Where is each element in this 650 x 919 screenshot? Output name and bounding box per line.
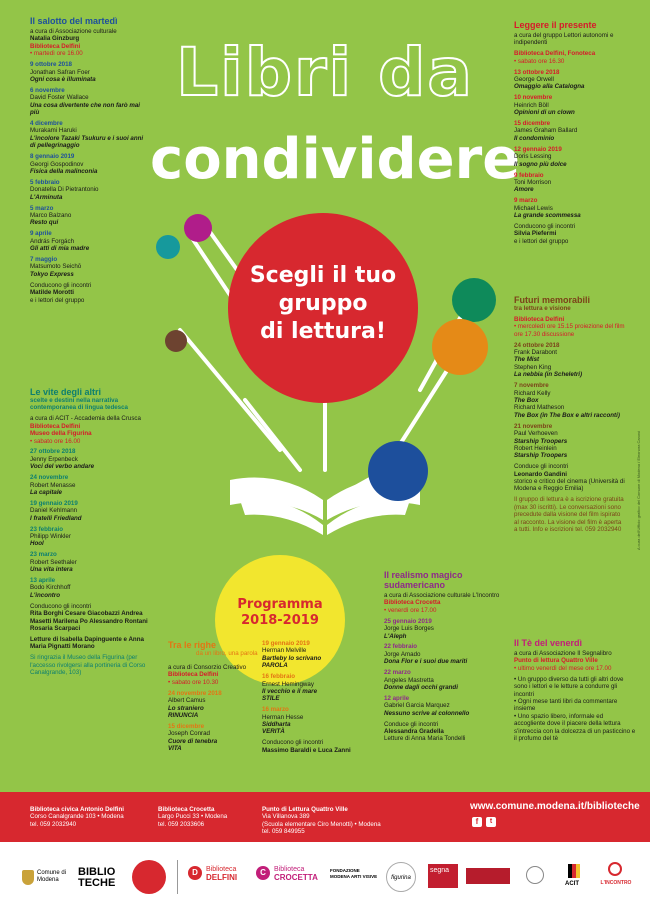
entry-date: 5 febbraio — [30, 178, 60, 186]
entry-book: Gli atti di mia madre — [30, 245, 90, 253]
entry-date: 15 dicembre — [514, 120, 551, 128]
biblioteche-line1: BIBLIO — [78, 866, 116, 878]
salotto-place: Biblioteca Delfini — [30, 42, 81, 50]
darkgreen-circle — [452, 278, 496, 322]
entry-date: 27 ottobre 2018 — [30, 448, 76, 456]
vite-entry — [30, 448, 155, 470]
entry-book: Voci del verbo andare — [30, 463, 95, 471]
entry-book: Tokyo Express — [30, 270, 74, 278]
salotto-intro: a cura di Associazione culturale — [30, 28, 117, 35]
te-section — [514, 638, 636, 742]
entry-date: 5 marzo — [30, 204, 54, 212]
universita-logo — [466, 868, 510, 884]
orange-circle — [432, 319, 488, 375]
logos-strip — [0, 842, 650, 919]
programma-line-1: Programma — [237, 597, 323, 612]
leggere-conduce-rest: e i lettori del gruppo — [514, 237, 569, 245]
entry-date: 25 gennaio 2019 — [384, 617, 432, 625]
leggere-intro: a cura del gruppo Lettori autonomi e indipendenti — [514, 32, 614, 47]
entry-book: Il condominio — [514, 134, 555, 142]
entry-book: Una cosa divertente che non farò mai più — [30, 101, 141, 117]
figurina-logo — [386, 862, 416, 892]
center-line-2: gruppo — [278, 291, 368, 316]
salotto-conduce-names: Matilde Morotti — [30, 289, 74, 297]
entry-author: Philipp Winkler — [30, 533, 71, 540]
entry-book: Lo straniero — [168, 704, 204, 712]
leggere-place: Biblioteca Delfini, Fonoteca — [514, 50, 596, 58]
lincontro-label: L'INCONTRO — [600, 880, 632, 886]
entry-date: 24 novembre 2018 — [168, 689, 222, 697]
futuri-conduce-names: Leonardo Gandini — [514, 470, 567, 478]
leggere-section — [514, 20, 629, 245]
entry-book: La grande scommessa — [514, 212, 581, 220]
te-heading: Il Tè del venerdì — [514, 638, 583, 648]
salotto-heading: Il salotto del martedì — [30, 16, 118, 26]
fondazione-logo: FONDAZIONE MODENA ARTI VISIVE — [330, 868, 378, 879]
entry-book: Dona Flor e i suoi due mariti — [384, 658, 468, 666]
programma-line-2: 2018-2019 — [241, 613, 319, 628]
entry-book: L'incolore Tazaki Tsukuru e i suoi anni di pellegrinaggio — [30, 134, 144, 150]
vite-conduce-names: Rita Borghi Cesare Giacobazzi Andrea Masetti Marilena Po Alessandro Rontani Rosaria Scarpaci — [30, 610, 148, 632]
entry-author: Albert Camus — [168, 697, 206, 705]
entry-date: 16 marzo — [262, 706, 289, 714]
crocetta-label2: CROCETTA — [274, 873, 318, 882]
futuri-entry — [514, 342, 626, 379]
entry-book: The Mist — [514, 356, 540, 364]
facebook-icon[interactable]: f — [472, 817, 482, 827]
entry-date: 9 aprile — [30, 230, 52, 238]
center-line-3: di lettura! — [260, 319, 386, 344]
footer-address: Via Villanova 389 — [262, 813, 310, 821]
footer-address: Largo Pucci 33 • Modena — [158, 813, 228, 821]
brown-circle — [165, 330, 187, 352]
vite-entry — [30, 500, 155, 522]
futuri-when: • mercoledì ore 15.15 proiezione del film ore 17.30 discussione — [514, 323, 625, 338]
te-bullet: • Uno spazio libero, informale ed accogliente dove il piacere della lettura s'intreccia con la dolcezza di un pasticcino e il profumo del tè — [514, 712, 636, 742]
entry-book: Il vecchio e il mare — [262, 687, 318, 695]
leggere-entry — [514, 120, 629, 142]
purple-circle — [184, 214, 212, 242]
twitter-icon[interactable]: t — [486, 817, 496, 827]
leggere-entry — [514, 172, 629, 194]
entry-author: Jorge Amado — [384, 650, 421, 658]
entry-author: Doris Lessing — [514, 153, 552, 161]
realismo-when: • venerdì ore 17.00 — [384, 606, 437, 614]
teal-circle — [156, 235, 180, 259]
entry-author: Robert Seethaler — [30, 558, 77, 566]
entry-date: 21 novembre — [514, 422, 553, 430]
leggere-heading: Leggere il presente — [514, 20, 597, 30]
realismo-place: Biblioteca Crocetta — [384, 599, 441, 607]
vite-intro: a cura di ACIT - Accademia della Crusca — [30, 415, 141, 423]
leggere-entry — [514, 146, 629, 168]
entry-author: Matsumoto Seichō — [30, 263, 82, 271]
entry-author: Stephen King — [514, 363, 552, 371]
futuri-entry — [514, 382, 626, 419]
righe-entry — [262, 640, 372, 670]
entry-word: VITA — [168, 745, 182, 753]
delfini-label2: DELFINI — [206, 873, 238, 882]
entry-book: L'Arminuta — [30, 193, 63, 201]
righe-entry — [262, 706, 372, 736]
salotto-entry — [30, 230, 150, 252]
title-line-2: condividere — [150, 127, 521, 192]
entry-book: I fratelli Friedland — [30, 514, 82, 522]
entry-book: The Box (in The Box e altri racconti) — [514, 411, 620, 419]
credit: A cura dell'Ufficio grafico del Comune di Modena / Eleonora Canovi — [636, 431, 641, 550]
entry-date: 23 marzo — [30, 551, 57, 559]
delfini-icon: D — [188, 866, 202, 880]
righe-left — [168, 664, 260, 756]
vite-heading: Le vite degli altri — [30, 387, 102, 397]
te-bullet: • Ogni mese tanti libri da commentare insieme — [514, 697, 618, 713]
entry-date: 4 dicembre — [30, 119, 63, 127]
biblioteche-line2: TECHE — [78, 877, 116, 889]
leggere-entry — [514, 69, 629, 91]
entry-word: STILE — [262, 695, 280, 703]
crocetta-label1: Biblioteca — [274, 866, 305, 873]
salotto-section — [30, 16, 150, 304]
divider — [177, 860, 178, 894]
acit-label: ACIT — [565, 881, 579, 887]
entry-author: András Forgách — [30, 237, 75, 245]
footer-address: (Scuola elementare Ciro Menotti) • Modena — [262, 820, 381, 828]
entry-author: Herman Hesse — [262, 713, 304, 721]
leggere-entry — [514, 94, 629, 116]
realismo-entry — [384, 695, 509, 717]
righe-entry — [168, 723, 260, 753]
salotto-entry — [30, 179, 150, 201]
entry-author: Heinrich Böll — [514, 101, 549, 109]
salotto-entry — [30, 61, 150, 83]
vite-entry — [30, 526, 155, 548]
entry-date: 9 marzo — [514, 197, 538, 205]
vite-place-1: Biblioteca Delfini — [30, 422, 81, 430]
righe-when: • sabato ore 10.30 — [168, 678, 219, 686]
entry-date: 7 maggio — [30, 255, 58, 263]
entry-book: Starship Troopers — [514, 437, 568, 445]
programma-label — [215, 597, 345, 629]
entry-author: Daniel Kehlmann — [30, 507, 78, 515]
entry-date: 24 novembre — [30, 474, 69, 482]
entry-author: Jorge Luis Borges — [384, 625, 434, 633]
vite-subheading: scelte e destini nella narrativa contemporanea di lingua tedesca — [30, 397, 128, 412]
entry-date: 12 gennaio 2019 — [514, 145, 562, 153]
entry-date: 6 novembre — [30, 86, 65, 94]
entry-book: Siddharta — [262, 721, 291, 729]
leggere-when: • sabato ore 16.30 — [514, 57, 565, 65]
entry-book: L'incontro — [30, 591, 60, 599]
entry-author: Richard Kelly — [514, 389, 551, 397]
entry-date: 9 ottobre 2018 — [30, 61, 72, 69]
futuri-conduce-rest: storico e critico del cinema (Università di Modena e Reggio Emilia) — [514, 478, 625, 493]
entry-date: 22 marzo — [384, 669, 411, 677]
entry-author: Marco Balzano — [30, 211, 72, 219]
entry-author: Richard Matheson — [514, 404, 565, 412]
biblioteche-logo — [78, 867, 115, 889]
gruppi-lettura-logo — [132, 860, 166, 894]
entry-book: Opinioni di un clown — [514, 109, 575, 117]
entry-book: The Box — [514, 396, 539, 404]
footer-name: Biblioteca Crocetta — [158, 806, 215, 813]
entry-author: Toni Morrison — [514, 178, 552, 186]
vite-place-2: Museo della Figurina — [30, 430, 92, 438]
salotto-entries — [30, 61, 150, 278]
figurina-label: figurina — [391, 875, 411, 881]
righe-conduce-names: Massimo Baraldi e Luca Zanni — [262, 746, 351, 754]
segna-label: segna — [430, 867, 450, 874]
entry-author: Murakami Haruki — [30, 127, 77, 135]
vite-entry — [30, 551, 155, 573]
entry-book: Starship Troopers — [514, 452, 568, 460]
righe-conduce: Conducono gli incontri — [262, 739, 324, 747]
entry-author: George Orwell — [514, 76, 554, 84]
te-bullet: • Un gruppo diverso da tutti gli altri dove sono i lettori e le letture a condurre gli incontri — [514, 675, 624, 698]
acit-mark-icon — [568, 864, 580, 878]
entry-book: L'Aleph — [384, 632, 407, 640]
footer-phone: tel. 059 2033606 — [158, 820, 205, 828]
salotto-conduce-rest: e i lettori del gruppo — [30, 296, 85, 304]
entry-author: Herman Melville — [262, 647, 307, 655]
futuri-place: Biblioteca Delfini — [514, 315, 565, 323]
entry-date: 7 novembre — [514, 382, 549, 390]
footer-phone: tel. 059 849955 — [262, 828, 305, 836]
futuri-conduce: Conduce gli incontri — [514, 463, 569, 471]
entry-author: Georgi Gospodinov — [30, 160, 84, 168]
realismo-entry — [384, 643, 509, 665]
vite-letture: Letture di Isabella Dapinguente e Anna Maria Pignatti Morano — [30, 635, 144, 651]
footer-name: Biblioteca civica Antonio Delfini — [30, 806, 124, 813]
entry-book: Bartleby lo scrivano — [262, 654, 322, 662]
footer-address: Corso Canalgrande 103 • Modena — [30, 813, 124, 821]
leggere-conduce: Conducono gli incontri — [514, 222, 576, 230]
entry-date: 13 aprile — [30, 577, 56, 585]
realismo-intro: a cura di Associazione culturale L'Incontro — [384, 592, 500, 599]
comune-crest-icon — [22, 870, 34, 885]
realismo-conduce: Conduce gli incontri — [384, 720, 439, 728]
vite-conduce: Conducono gli incontri — [30, 602, 92, 610]
vite-thanks: Si ringrazia il Museo della Figurina (per l'accesso rivolgersi alla portineria di Corso Canalgrande, 103) — [30, 654, 146, 676]
vite-section — [30, 387, 155, 676]
comune-label: Comune di Modena — [37, 870, 67, 883]
entry-date: 12 aprile — [384, 694, 410, 702]
entry-author: Paul Verhoeven — [514, 430, 558, 438]
entry-book: Resto qui — [30, 219, 59, 227]
entry-date: 13 ottobre 2018 — [514, 68, 560, 76]
entry-author: Angeles Mastretta — [384, 676, 434, 684]
entry-author: Ernest Hemingway — [262, 680, 314, 688]
salotto-entry — [30, 120, 150, 150]
blue-circle — [368, 441, 428, 501]
leggere-entry — [514, 197, 629, 219]
te-when: • ultimo venerdì del mese ore 17.00 — [514, 664, 612, 672]
footer-name: Punto di Lettura Quattro Ville — [262, 806, 348, 813]
entry-date: 24 ottobre 2018 — [514, 341, 560, 349]
lincontro-mark-icon — [608, 862, 622, 876]
entry-author: Robert Heinlein — [514, 444, 557, 452]
salotto-when: • martedì ore 16.00 — [30, 50, 83, 58]
footer-quattroville — [262, 806, 381, 836]
righe-entry — [262, 673, 372, 703]
entry-date: 15 dicembre — [168, 722, 205, 730]
entry-book: Omaggio alla Catalogna — [514, 83, 585, 91]
entry-book: La nebbia (in Scheletri) — [514, 371, 583, 379]
entry-author: Gabriel Garcia Marquez — [384, 702, 450, 710]
salotto-entry — [30, 205, 150, 227]
title-line-1: Libri da — [176, 34, 474, 111]
righe-subheading: da un libro, una parola — [196, 650, 258, 657]
realismo-heading: Il realismo magico sudamericano — [384, 570, 463, 590]
entry-book: Ogni cosa è illuminata — [30, 75, 96, 83]
entry-author: Jonathan Safran Foer — [30, 68, 90, 76]
entry-author: Joseph Conrad — [168, 730, 210, 738]
salotto-intro-name: Natalia Ginzburg — [30, 35, 80, 43]
vite-entry — [30, 474, 155, 496]
righe-intro: a cura di Consorzio Creativo — [168, 664, 247, 671]
footer-crocetta — [158, 806, 227, 828]
entry-book: Donne dagli occhi grandi — [384, 683, 458, 691]
entry-book: Cuore di tenebra — [168, 737, 218, 745]
futuri-info: Il gruppo di lettura è a iscrizione gratuita (max 30 iscritti). Le conversazioni sono precedute dalla visione del film ispirato al racconto. La visione del film è aperta a tutti. Info e iscrizioni tel. 059 2032940 — [514, 496, 624, 533]
entry-author: Jenny Erpenbeck — [30, 455, 78, 463]
entry-book: Fisica della malinconia — [30, 167, 98, 175]
footer — [0, 792, 650, 842]
entry-word: PAROLA — [262, 662, 288, 670]
realismo-conduce-names: Alessandra Gradella — [384, 728, 444, 735]
realismo-entry — [384, 618, 509, 640]
incontro-small-logo — [526, 866, 544, 884]
center-headline — [228, 262, 418, 346]
entry-date: 9 febbraio — [514, 171, 544, 179]
entry-author: David Foster Wallace — [30, 94, 89, 102]
footer-delfini — [30, 806, 124, 828]
entry-author: Michael Lewis — [514, 204, 553, 212]
center-line-1: Scegli il tuo — [249, 263, 397, 288]
leggere-conduce-names: Silvia Piefermi — [514, 230, 557, 238]
entry-word: VERITÀ — [262, 728, 285, 736]
entry-book: Hool — [30, 540, 44, 548]
entry-book: Una vita intera — [30, 566, 73, 574]
realismo-entry — [384, 669, 509, 691]
entry-date: 22 febbraio — [384, 643, 418, 651]
entry-date: 23 febbraio — [30, 525, 64, 533]
entry-date: 8 gennaio 2019 — [30, 153, 75, 161]
entry-word: RINUNCIA — [168, 711, 199, 719]
entry-book: Nessuno scrive al colonnello — [384, 709, 470, 717]
entry-author: James Graham Ballard — [514, 127, 578, 135]
vite-when: • sabato ore 16.00 — [30, 437, 81, 445]
salotto-entry — [30, 87, 150, 117]
entry-date: 10 novembre — [514, 94, 553, 102]
futuri-entry — [514, 423, 626, 460]
futuri-section — [514, 295, 626, 533]
entry-book: Amore — [514, 186, 534, 194]
righe-entry — [168, 690, 260, 720]
vite-entry — [30, 577, 155, 599]
entry-book: Il sogno più dolce — [514, 160, 567, 168]
footer-url[interactable]: www.comune.modena.it/biblioteche — [470, 801, 640, 812]
salotto-conduce: Conducono gli incontri — [30, 281, 92, 289]
te-intro: a cura di Associazione Il Segnalibro — [514, 650, 612, 657]
righe-right — [262, 640, 372, 754]
futuri-heading: Futuri memorabili — [514, 295, 591, 305]
delfini-label1: Biblioteca — [206, 866, 237, 873]
crocetta-icon: C — [256, 866, 270, 880]
entry-author: Robert Menasse — [30, 481, 76, 489]
salotto-entry — [30, 153, 150, 175]
entry-book: La capitale — [30, 488, 62, 496]
entry-author: Bodo Kirchhoff — [30, 584, 71, 592]
righe-place: Biblioteca Delfini — [168, 671, 219, 679]
entry-author: Donatella Di Pietrantonio — [30, 186, 99, 194]
futuri-subheading: tra lettura e visione — [514, 305, 571, 312]
entry-date: 19 gennaio 2019 — [262, 640, 310, 647]
realismo-letture: Letture di Anna Maria Tondelli — [384, 735, 466, 743]
segnalibro-logo — [428, 864, 458, 888]
realismo-section — [384, 570, 509, 743]
footer-phone: tel. 059 2032940 — [30, 820, 77, 828]
entry-date: 19 gennaio 2019 — [30, 499, 78, 507]
te-place: Punto di lettura Quattro Ville — [514, 657, 598, 665]
entry-author: Frank Darabont — [514, 349, 557, 357]
entry-date: 16 febbraio — [262, 673, 296, 681]
salotto-entry — [30, 256, 150, 278]
righe-heading: Tra le righe — [168, 640, 217, 650]
